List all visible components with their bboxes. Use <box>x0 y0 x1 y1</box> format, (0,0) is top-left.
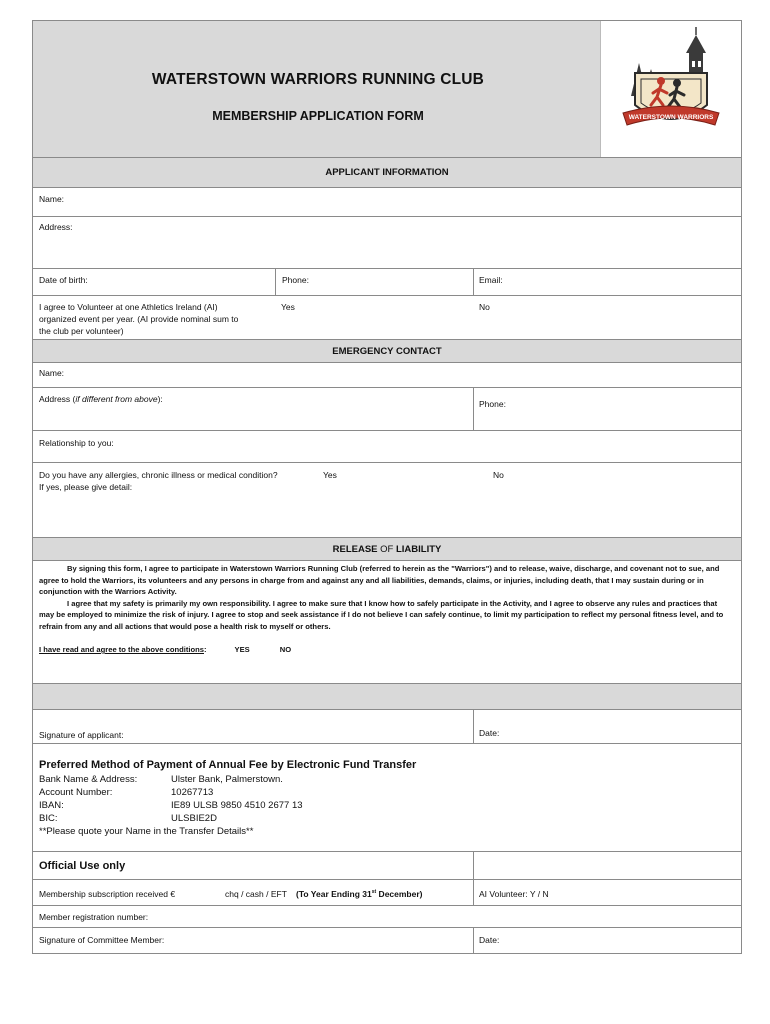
registration-row[interactable] <box>33 906 741 928</box>
membership-form <box>32 20 742 954</box>
emergency-section-title: EMERGENCY CONTACT <box>332 346 442 357</box>
agree-line: I have read and agree to the above conditions: YES NO <box>39 645 292 654</box>
bic-value: ULSBIE2D <box>171 813 217 824</box>
allergies-question: Do you have any allergies, chronic illness or medical condition? <box>39 470 278 480</box>
payment-heading: Preferred Method of Payment of Annual Fee by Electronic Fund Transfer <box>39 759 417 771</box>
committee-label: Signature of Committee Member: <box>39 935 165 945</box>
allergies-detail-label: If yes, please give detail: <box>39 482 133 492</box>
ai-volunteer-cell[interactable] <box>473 880 741 905</box>
bank-key: Bank Name & Address: <box>39 774 138 785</box>
emergency-name-label: Name: <box>39 368 65 378</box>
liability-section-title: RELEASE OF LIABILITY <box>332 544 442 555</box>
account-value: 10267713 <box>171 787 214 798</box>
club-logo <box>600 21 741 157</box>
volunteer-text-2: organized event per year. (AI provide nominal sum to <box>39 314 239 324</box>
signature-label: Signature of applicant: <box>39 730 124 740</box>
liability-body <box>33 561 741 684</box>
liability-section-header <box>33 538 741 561</box>
payment-methods: chq / cash / EFT <box>225 889 287 899</box>
payment-note: **Please quote your Name in the Transfer Details** <box>39 826 254 837</box>
registration-label: Member registration number: <box>39 912 149 922</box>
liability-paragraph-2: I agree that my safety is primarily my own responsibility. I agree to make sure that I know how to safely participate in the Activity, and I agree to observe any rules and practices that may be employed to minimize the risk of injury. I agree to stop and seek assistance if I do not believe I can safely continue, to limit my participation to reflect my personal fitness level, and to refrain from any and all actions that would pose a health risk to myself or others. <box>39 598 724 631</box>
committee-date-label: Date: <box>479 935 500 945</box>
allergies-row <box>33 463 741 538</box>
emergency-phone-label: Phone: <box>479 399 506 409</box>
email-label: Email: <box>479 275 503 285</box>
liability-paragraph-1: By signing this form, I agree to participate in Waterstown Warriors Running Club (referred to herein as the "Warriors") and to release, waive, discharge, and covenant not to sue, and agree to hold the Warriors, its volunteers and any persons in charge from and against any and all liabilities, demands, claims, or injuries, including death, that I may sustain during or in conjunction with the Warriors Activity. <box>39 564 720 596</box>
official-title-row <box>33 852 741 880</box>
applicant-contact-row <box>33 269 741 296</box>
applicant-address-label: Address: <box>39 222 73 232</box>
payment-block <box>33 744 741 852</box>
applicant-address-row[interactable] <box>33 217 741 269</box>
signature-row <box>33 710 741 744</box>
year-end: (To Year Ending 31st December) <box>296 889 423 899</box>
official-title: Official Use only <box>39 860 126 872</box>
account-key: Account Number: <box>39 787 113 798</box>
relationship-row[interactable] <box>33 431 741 463</box>
form-title: MEMBERSHIP APPLICATION FORM <box>212 109 424 123</box>
club-logo-icon <box>601 21 741 157</box>
volunteer-yes[interactable]: Yes <box>281 302 295 312</box>
emergency-address-label: Address (if different from above): <box>39 394 163 404</box>
official-title-side <box>473 852 741 879</box>
club-name: WATERSTOWN WARRIORS RUNNING CLUB <box>151 71 485 88</box>
emergency-address-row <box>33 388 741 431</box>
allergies-yes[interactable]: Yes <box>323 470 337 480</box>
allergies-no[interactable]: No <box>493 470 504 480</box>
volunteer-text-3: the club per volunteer) <box>39 326 124 336</box>
relationship-label: Relationship to you: <box>39 438 114 448</box>
applicant-name-label: Name: <box>39 194 65 204</box>
committee-row <box>33 928 741 953</box>
agree-yes[interactable]: YES <box>234 645 250 654</box>
applicant-section-header <box>33 158 741 188</box>
volunteer-row <box>33 296 741 340</box>
signature-date-cell[interactable] <box>473 710 741 743</box>
iban-key: IBAN: <box>39 800 64 811</box>
subscription-label: Membership subscription received € <box>39 889 176 899</box>
emergency-phone-cell[interactable] <box>473 388 741 430</box>
iban-value: IE89 ULSB 9850 4510 2677 13 <box>171 800 303 811</box>
svg-text:WATERSTOWN WARRIORS: WATERSTOWN WARRIORS <box>628 114 714 121</box>
spacer-band <box>33 684 741 710</box>
subscription-row <box>33 880 741 906</box>
committee-date-cell[interactable] <box>473 928 741 953</box>
bank-value: Ulster Bank, Palmerstown. <box>171 774 283 785</box>
emergency-section-header <box>33 340 741 363</box>
signature-date-label: Date: <box>479 728 500 738</box>
applicant-section-title: APPLICANT INFORMATION <box>325 167 449 178</box>
applicant-name-row[interactable] <box>33 188 741 217</box>
volunteer-text-1: I agree to Volunteer at one Athletics Ireland (AI) <box>39 302 218 312</box>
phone-label: Phone: <box>282 275 309 285</box>
form-header <box>33 21 741 158</box>
agree-no[interactable]: NO <box>279 645 292 654</box>
bic-key: BIC: <box>39 813 58 824</box>
dob-label: Date of birth: <box>39 275 88 285</box>
agree-label: I have read and agree to the above conditions <box>39 645 204 654</box>
emergency-name-row[interactable] <box>33 363 741 388</box>
ai-volunteer-label: AI Volunteer: Y / N <box>479 889 549 899</box>
email-cell[interactable] <box>473 269 741 295</box>
volunteer-no[interactable]: No <box>479 302 490 312</box>
